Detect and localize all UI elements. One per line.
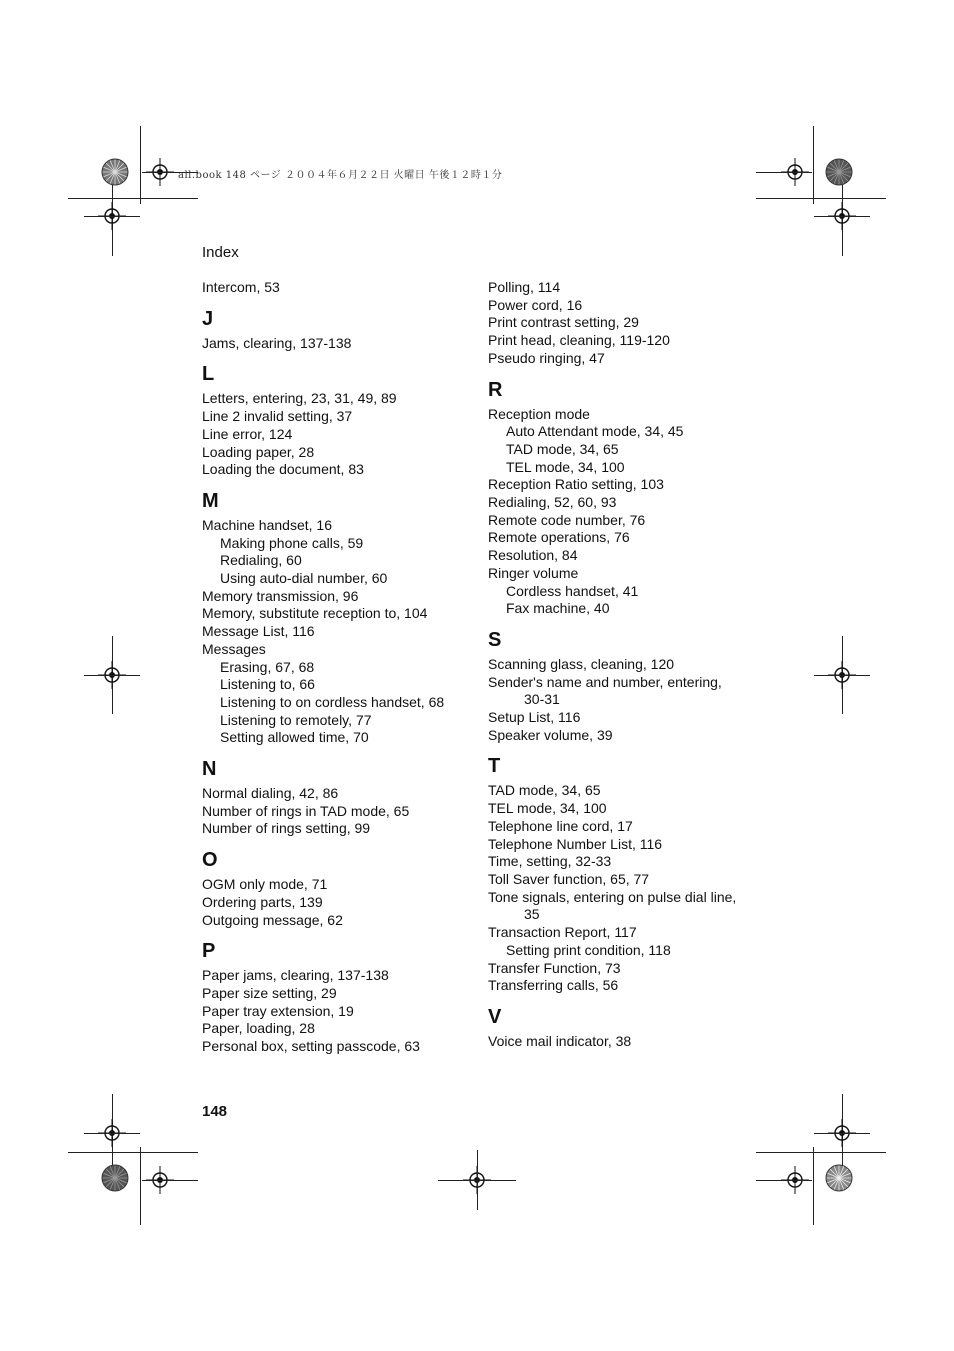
index-entry: Ringer volume [488,564,579,581]
index-entry: Line error, 124 [202,425,293,442]
index-subentry: Erasing, 67, 68 [220,658,315,675]
index-entry: Message List, 116 [202,623,315,640]
index-entry: Number of rings setting, 99 [202,820,371,837]
index-entry: Paper, loading, 28 [202,1020,315,1037]
index-section-letter: J [202,307,214,330]
index-entry: Loading paper, 28 [202,443,315,460]
index-entry: Memory, substitute reception to, 104 [202,605,428,622]
index-entry: Polling, 114 [488,279,561,295]
starburst-target-icon [825,1164,853,1192]
index-section-letter: V [488,1005,502,1028]
index-entry: Machine handset, 16 [202,516,332,533]
index-entry: Voice mail indicator, 38 [488,1032,632,1049]
index-entry: Sender's name and number, entering, [488,673,722,690]
index-subentry: Setting allowed time, 70 [220,729,369,746]
page-number: 148 [202,1103,228,1120]
index-entry: Ordering parts, 139 [202,893,323,910]
running-header: Index [202,244,239,261]
index-entry: Line 2 invalid setting, 37 [202,408,353,425]
index-entry: Setup List, 116 [488,709,581,726]
starburst-target-icon [825,158,853,186]
index-entry: Outgoing message, 62 [202,911,343,928]
index-entry: Memory transmission, 96 [202,587,359,604]
index-entry: Loading the document, 83 [202,461,364,478]
index-entry: Reception Ratio setting, 103 [488,476,664,493]
index-entry: Toll Saver function, 65, 77 [488,870,650,887]
index-subentry: Cordless handset, 41 [506,582,639,599]
index-subentry: Using auto-dial number, 60 [220,570,388,587]
index-entry: Normal dialing, 42, 86 [202,785,339,802]
index-entry: OGM only mode, 71 [202,876,328,893]
index-entry: Letters, entering, 23, 31, 49, 89 [202,390,397,407]
index-entry: Pseudo ringing, 47 [488,349,605,366]
index-section-letter: L [202,363,215,386]
index-entry: Power cord, 16 [488,296,583,313]
index-section-letter: O [202,849,218,872]
index-entry: Messages [202,640,266,657]
index-entry: Intercom, 53 [202,279,280,295]
index-section-letter: N [202,758,217,781]
index-column-left [202,279,482,1056]
index-entry: Scanning glass, cleaning, 120 [488,655,675,672]
index-entry: Paper size setting, 29 [202,984,337,1001]
print-slug: all.book 148 ページ ２００４年６月２２日 火曜日 午後１２時１分 [178,170,503,181]
index-subentry: Making phone calls, 59 [220,534,364,551]
index-subentry: Listening to on cordless handset, 68 [220,693,445,710]
index-entry: Personal box, setting passcode, 63 [202,1038,420,1055]
index-entry: Remote operations, 76 [488,529,630,546]
index-entry: Transfer Function, 73 [488,959,621,976]
index-section-letter: P [202,940,216,963]
index-entry: Paper jams, clearing, 137-138 [202,967,389,984]
index-subentry: Listening to remotely, 77 [220,711,372,728]
index-subentry: Fax machine, 40 [506,600,610,617]
index-entry: Transaction Report, 117 [488,924,637,941]
index-entry: Tone signals, entering on pulse dial line, [488,888,737,905]
starburst-target-icon [101,158,129,186]
index-section-letter: M [202,489,219,512]
index-entry: Number of rings in TAD mode, 65 [202,802,410,819]
index-subentry: Setting print condition, 118 [506,941,671,958]
index-entry: Paper tray extension, 19 [202,1002,354,1019]
index-entry: Jams, clearing, 137-138 [202,334,352,351]
index-subentry: Redialing, 60 [220,552,302,569]
index-entry: Resolution, 84 [488,547,578,564]
index-section-letter: T [488,755,501,778]
index-column-right [488,279,768,1051]
index-entry: Reception mode [488,405,590,422]
index-subentry: Listening to, 66 [220,676,315,693]
index-entry: Remote code number, 76 [488,511,646,528]
index-entry: Redialing, 52, 60, 93 [488,494,617,511]
index-entry: TEL mode, 34, 100 [488,800,607,817]
index-entry: Print head, cleaning, 119-120 [488,332,670,349]
index-entry: Transferring calls, 56 [488,977,619,994]
index-subentry: Auto Attendant mode, 34, 45 [506,423,684,440]
index-entry: Telephone Number List, 116 [488,835,663,852]
index-entry: TAD mode, 34, 65 [488,782,601,799]
index-subentry: TEL mode, 34, 100 [506,458,625,475]
index-entry: Print contrast setting, 29 [488,314,639,331]
index-subentry: TAD mode, 34, 65 [506,440,619,457]
index-entry: Time, setting, 32-33 [488,853,612,870]
index-entry: Speaker volume, 39 [488,726,613,743]
index-entry-continuation: 30-31 [524,691,560,708]
index-section-letter: R [488,378,503,401]
index-section-letter: S [488,628,502,651]
index-entry-continuation: 35 [524,906,540,923]
index-entry: Telephone line cord, 17 [488,817,633,834]
starburst-target-icon [101,1164,129,1192]
